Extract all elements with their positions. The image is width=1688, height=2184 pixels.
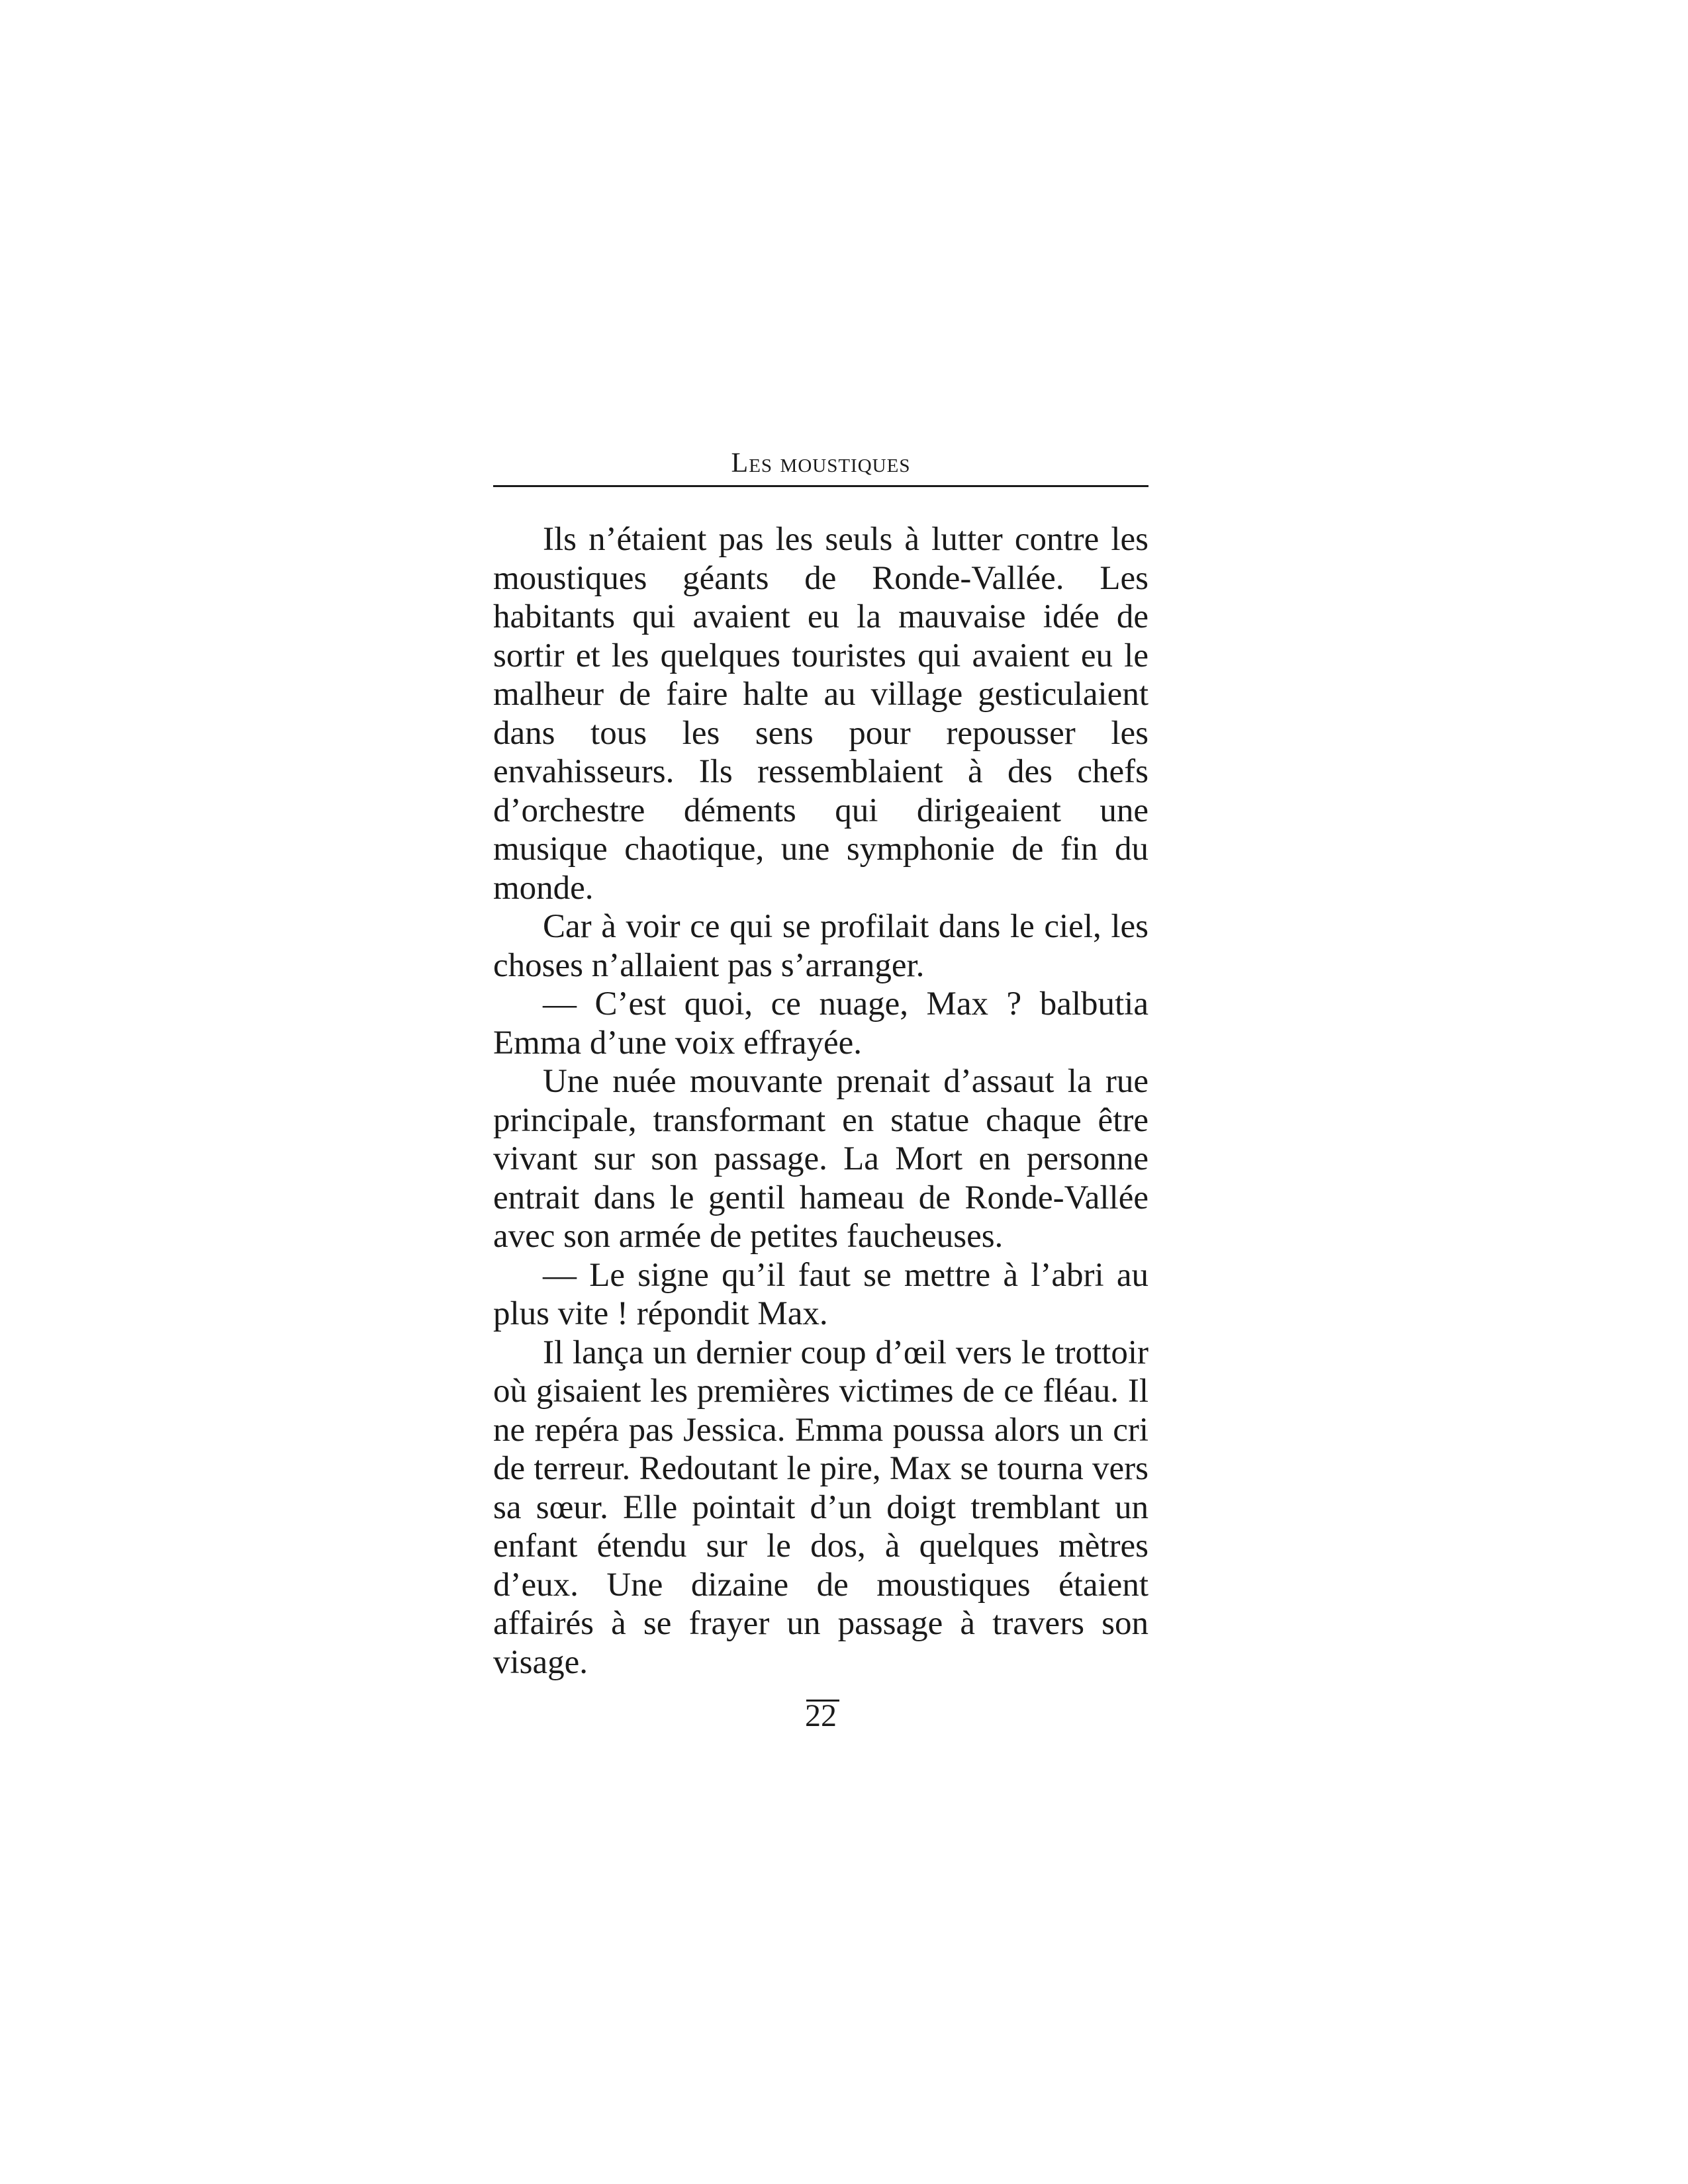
paragraph-6: Il lança un dernier coup d’œil vers le trottoir où gisaient les premières victimes de ce fléau. Il ne repéra pas Jessica. Emma poussa alors un cri de terreur. Redoutant le pire, Max se tourna vers sa sœur. Elle pointait d’un doigt tremblant un enfant étendu sur le dos, à quelques mètres d’eux. Une dizaine de moustiques étaient affairés à se frayer un passage à travers son visage. <box>493 1334 1149 1681</box>
paragraph-4: Une nuée mouvante prenait d’assaut la rue principale, transformant en statue chaque être vivant sur son passage. La Mort en personne entrait dans le gentil hameau de Ronde-Vallée avec son armée de petites faucheuses. <box>493 1063 1149 1255</box>
paragraph-5: — Le signe qu’il faut se mettre à l’abri au plus vite ! répondit Max. <box>493 1256 1149 1332</box>
page-number: 22 <box>805 1698 837 1733</box>
body-text <box>493 520 1149 1682</box>
paragraph-2: Car à voir ce qui se profilait dans le ciel, les choses n’allaient pas s’arranger. <box>493 908 1149 984</box>
paragraph-1: Ils n’étaient pas les seuls à lutter contre les moustiques géants de Ronde-Vallée. Les habitants qui avaient eu la mauvaise idée de sortir et les quelques touristes qui avaient eu le malheur de faire halte au village gesticulaient dans tous les sens pour repousser les envahisseurs. Ils ressemblaient à des chefs d’orchestre déments qui dirigeaient une musique chaotique, une symphonie de fin du monde. <box>493 521 1149 907</box>
paragraph-3: — C’est quoi, ce nuage, Max ? balbutia Emma d’une voix effrayée. <box>493 985 1149 1062</box>
header-rule <box>493 485 1149 487</box>
running-head: Les moustiques <box>731 448 911 478</box>
